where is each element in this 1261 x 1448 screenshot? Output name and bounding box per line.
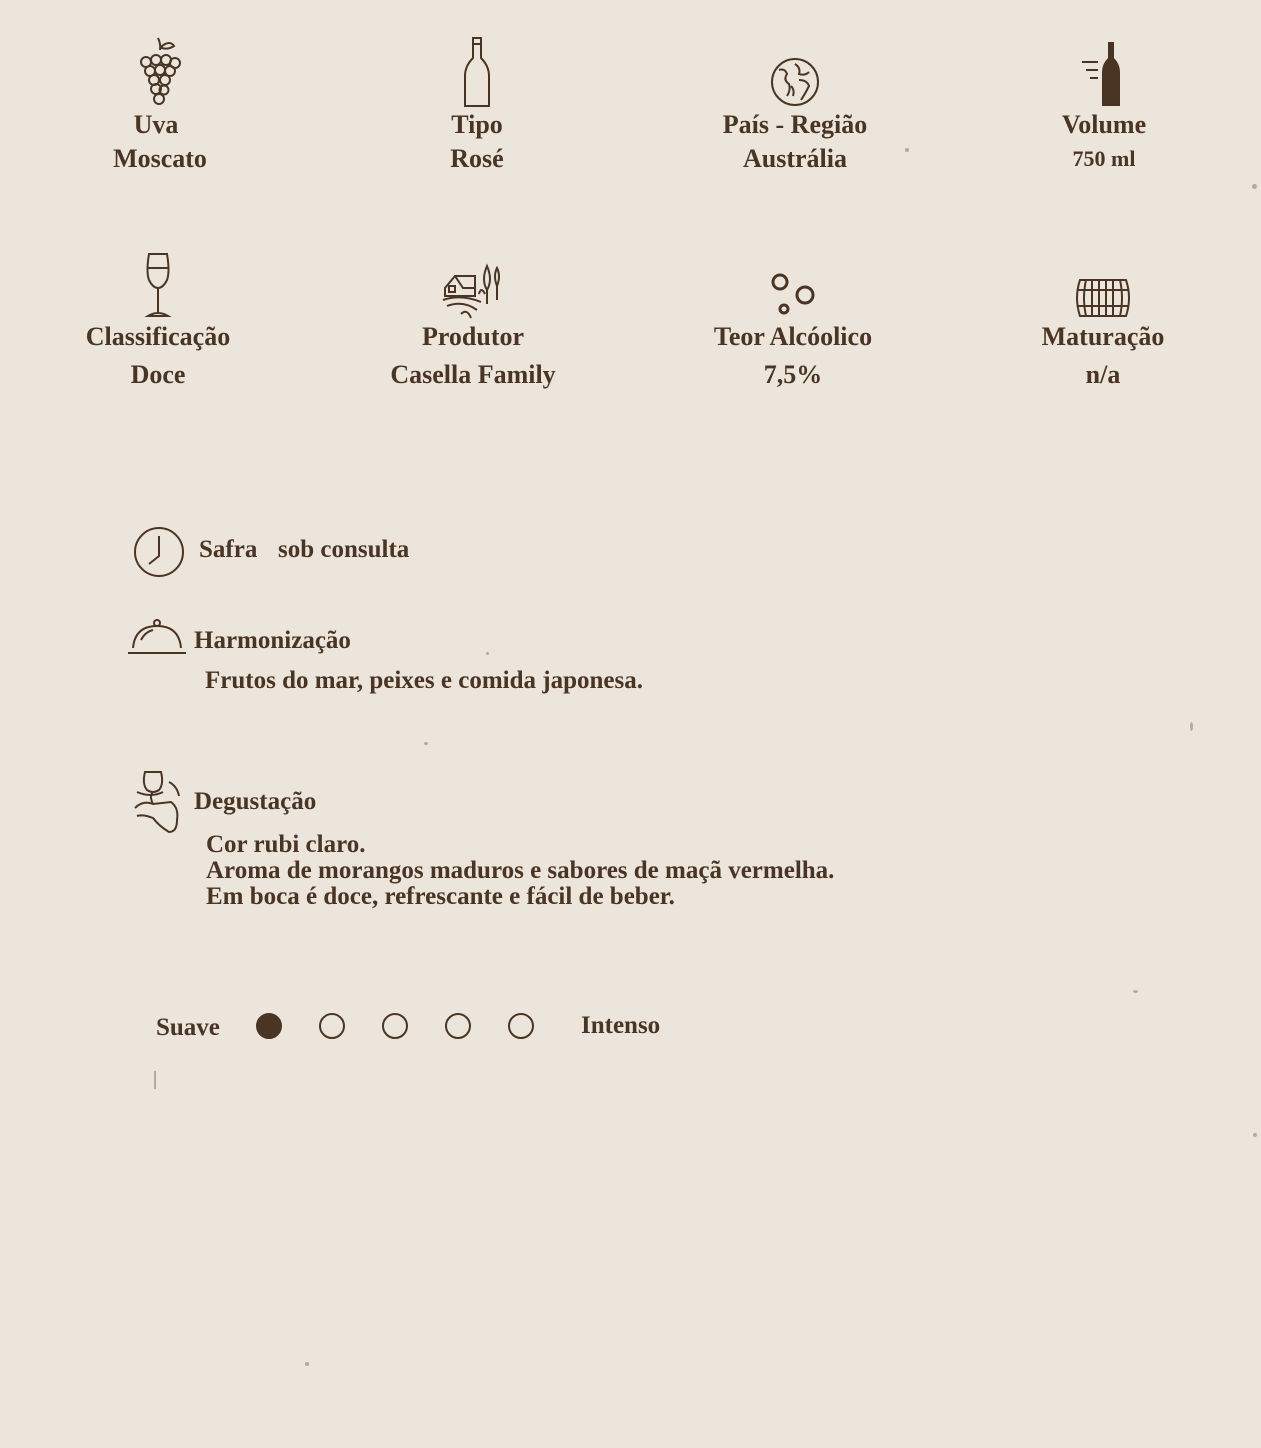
paper-speck: [1253, 1133, 1257, 1137]
grapes-icon: [136, 36, 184, 108]
intensity-dot-empty: [319, 1013, 345, 1039]
tasting-glass-icon: [133, 768, 183, 836]
paper-speck: [424, 742, 428, 745]
intensity-max-label: Intenso: [581, 1012, 661, 1039]
spec-alcohol: [673, 248, 913, 392]
bottle-outline-icon: [463, 36, 491, 108]
paper-speck: [486, 652, 489, 655]
spec-value: Austrália: [743, 144, 847, 173]
harmonizacao-label: Harmonização: [194, 627, 351, 654]
safra-value: sob consulta: [278, 536, 410, 563]
spec-value: Rosé: [450, 144, 504, 173]
safra-label: Safra: [199, 536, 258, 563]
intensity-dot-empty: [382, 1013, 408, 1039]
spec-label: Uva: [133, 110, 179, 139]
paper-speck: [1252, 184, 1257, 189]
spec-country: [675, 36, 915, 176]
spec-value: Casella Family: [390, 360, 556, 389]
spec-label: País - Região: [722, 110, 868, 139]
spec-label: Tipo: [451, 110, 503, 139]
cloche-icon: [127, 618, 187, 656]
spec-label: Classificação: [85, 322, 231, 351]
spec-maturation: [983, 248, 1223, 392]
intensity-dot-empty: [445, 1013, 471, 1039]
spec-label: Volume: [1061, 110, 1147, 139]
degustacao-line: Aroma de morangos maduros e sabores de maçã vermelha.: [206, 857, 835, 884]
spec-label: Maturação: [1041, 322, 1165, 351]
stray-mark: [154, 1071, 156, 1089]
spec-label: Produtor: [421, 322, 525, 351]
degustacao-line: Cor rubi claro.: [206, 831, 366, 858]
harmonizacao-text: Frutos do mar, peixes e comida japonesa.: [205, 667, 643, 694]
intensity-min-label: Suave: [156, 1014, 220, 1041]
spec-label: Teor Alcóolico: [713, 322, 873, 351]
spec-producer: [353, 248, 593, 392]
globe-icon: [769, 56, 821, 108]
bubbles-icon: [769, 272, 817, 320]
wine-glass-icon: [143, 250, 173, 320]
spec-volume: [984, 36, 1224, 176]
spec-value: Doce: [130, 360, 186, 389]
clock-icon: [133, 526, 185, 578]
paper-speck: [1133, 990, 1138, 993]
winery-icon: [441, 250, 505, 320]
paper-speck: [305, 1362, 309, 1366]
spec-grape: [40, 36, 280, 176]
intensity-dot-filled: [256, 1013, 282, 1039]
spec-value: n/a: [1085, 360, 1121, 389]
bottle-volume-icon: [1080, 36, 1128, 108]
spec-value: 750 ml: [1072, 146, 1136, 171]
degustacao-line: Em boca é doce, refrescante e fácil de beber.: [206, 883, 675, 910]
spec-value: Moscato: [113, 144, 207, 173]
paper-speck: [1190, 722, 1193, 731]
barrel-icon: [1074, 276, 1132, 320]
intensity-dot-empty: [508, 1013, 534, 1039]
spec-value: 7,5%: [763, 360, 823, 389]
degustacao-label: Degustação: [194, 788, 317, 815]
spec-type: [357, 36, 597, 176]
spec-classification: [38, 248, 278, 392]
